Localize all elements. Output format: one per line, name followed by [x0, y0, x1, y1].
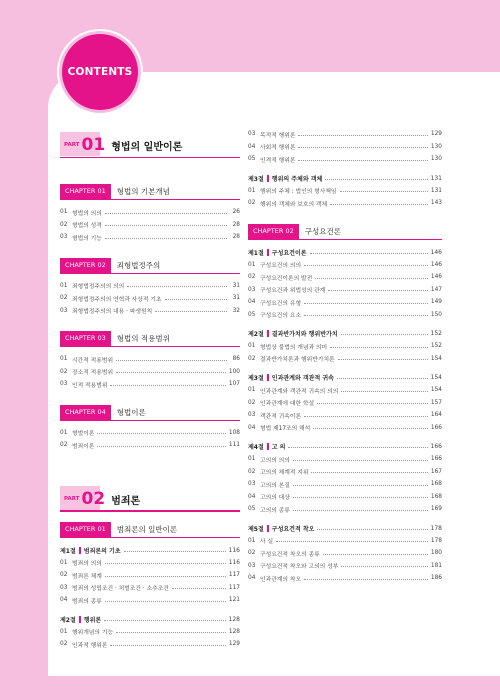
part-underline: [60, 510, 240, 512]
entry-number: 03: [60, 234, 68, 241]
entry-page: 130: [430, 156, 442, 163]
toc-entry[interactable]: [60, 305, 240, 318]
toc-entry[interactable]: [60, 582, 240, 595]
leader-dots: [105, 563, 226, 564]
section-bar: [79, 616, 81, 623]
entry-number: 02: [60, 572, 68, 579]
entry-page: 100: [228, 368, 240, 375]
chapter-tag: CHAPTER 02: [248, 224, 299, 239]
entry-title: 형벌이론: [72, 431, 95, 438]
section-bar: [267, 249, 269, 256]
chapter-block: [60, 405, 240, 452]
toc-entry[interactable]: [248, 572, 442, 585]
entry-number: 02: [60, 641, 68, 648]
toc-entry[interactable]: [248, 478, 442, 491]
toc-entry[interactable]: [248, 422, 442, 435]
section-header[interactable]: [248, 440, 442, 453]
entry-number: 03: [248, 562, 256, 569]
chapter-tag: CHAPTER 04: [60, 405, 111, 420]
leader-dots: [304, 303, 428, 304]
entry-page: 32: [232, 307, 240, 314]
part-label: PART: [64, 495, 80, 502]
toc-entry[interactable]: [60, 280, 240, 293]
entry-title: 목적적 행위론: [260, 132, 296, 139]
part-header: [60, 128, 240, 158]
part-number: 01: [81, 135, 106, 155]
entry-number: 02: [60, 221, 68, 228]
leader-dots: [330, 347, 428, 348]
entry-title: 장소적 적용범위: [72, 370, 114, 377]
entry-title: 시간적 적용범위: [72, 357, 114, 364]
toc-entry[interactable]: [248, 309, 442, 322]
leader-dots: [310, 253, 428, 254]
leader-dots: [172, 588, 226, 589]
leader-dots: [341, 391, 428, 392]
entry-number: 03: [248, 286, 256, 293]
section-label: 제3절: [248, 375, 264, 382]
entry-title: 인과적 행위론: [72, 642, 108, 649]
entry-title: 구성요건과 위법성의 관계: [260, 288, 326, 295]
entry-title: 형법의 의의: [72, 210, 102, 217]
section-page: 116: [228, 546, 240, 554]
toc-entry[interactable]: [248, 560, 442, 573]
entry-number: 05: [248, 311, 256, 318]
section-bar: [267, 443, 269, 450]
toc-entry[interactable]: [248, 453, 442, 466]
entry-number: 02: [60, 295, 68, 302]
section-page: 152: [430, 330, 442, 337]
entry-title: 범죄의 의의: [72, 561, 102, 568]
entry-page: 121: [228, 597, 240, 604]
entry-page: 146: [430, 261, 442, 268]
section-title: 범죄론의 기초: [83, 547, 121, 555]
entry-number: 01: [248, 343, 256, 350]
entry-number: 03: [60, 584, 68, 591]
entry-page: 169: [430, 506, 442, 513]
section-label: 제1절: [60, 547, 76, 555]
entry-number: 02: [248, 399, 256, 406]
toc-entry[interactable]: [248, 296, 442, 309]
leader-dots: [110, 645, 225, 646]
entry-page: 130: [430, 143, 442, 150]
entry-page: 108: [228, 429, 240, 436]
entry-page: 146: [430, 274, 442, 281]
entry-page: 129: [228, 641, 240, 648]
toc-entry[interactable]: [248, 535, 442, 548]
entry-title: 고의의 체계적 지위: [260, 470, 309, 477]
entry-page: 128: [228, 628, 240, 635]
section-title: 결과반가치와 행위반가치: [271, 331, 338, 338]
entry-number: 01: [248, 187, 256, 194]
entry-title: 죄형법정주의의 연혁과 사상적 기초: [72, 296, 162, 303]
leader-dots: [116, 372, 226, 373]
entry-title: 죄형법정주의의 내용 · 파생원칙: [72, 309, 153, 316]
entry-title: 범죄이론: [72, 443, 95, 450]
entry-number: 04: [248, 424, 256, 431]
part-underline: [60, 157, 240, 159]
leader-dots: [311, 472, 427, 473]
section-bar: [267, 374, 269, 381]
entry-number: 04: [248, 493, 256, 500]
chapter-header[interactable]: [60, 184, 240, 200]
entry-title: 형법상 불법의 개념과 의미: [260, 344, 328, 351]
section-title: 구성요건이론: [271, 249, 307, 257]
entry-page: 157: [430, 399, 442, 406]
section-bar: [267, 330, 269, 337]
entry-number: 01: [60, 282, 68, 289]
entry-page: 186: [430, 575, 442, 582]
section-header[interactable]: [248, 327, 442, 340]
entry-title: 고의의 대상: [260, 495, 290, 502]
entry-page: 143: [430, 200, 442, 207]
leader-dots: [323, 554, 428, 555]
chapter-tag: CHAPTER 03: [60, 331, 111, 346]
entry-page: 131: [430, 187, 442, 194]
entry-page: 154: [430, 387, 442, 394]
entry-number: 03: [60, 381, 68, 388]
toc-entry[interactable]: [60, 638, 240, 651]
toc-entry[interactable]: [248, 353, 442, 366]
toc-entry[interactable]: [248, 185, 442, 198]
entry-page: 26: [232, 209, 240, 216]
entry-title: 범죄의 종류: [72, 598, 102, 605]
leader-dots: [340, 191, 428, 192]
entry-page: 117: [228, 584, 240, 591]
leader-dots: [304, 315, 428, 316]
leader-dots: [293, 510, 428, 511]
leader-dots: [325, 179, 427, 180]
entry-page: 168: [430, 481, 442, 488]
leader-dots: [105, 213, 227, 214]
entry-page: 180: [430, 550, 442, 557]
leader-dots: [105, 238, 227, 239]
entry-title: 범죄의 성립조건 · 처벌조건 · 소추조건: [72, 586, 169, 593]
toc-entry[interactable]: [248, 547, 442, 560]
entry-number: 01: [60, 429, 68, 436]
chapter-header[interactable]: [248, 224, 442, 240]
toc-entry[interactable]: [60, 366, 240, 379]
left-column: [60, 128, 240, 651]
entry-page: 28: [232, 221, 240, 228]
entry-number: 03: [248, 412, 256, 419]
leader-dots: [317, 529, 427, 530]
chapter-title: 형법이론: [116, 407, 146, 417]
entry-title: 인격적 행위론: [260, 157, 296, 164]
entry-page: 154: [430, 355, 442, 362]
entry-page: 181: [430, 562, 442, 569]
entry-page: 116: [228, 559, 240, 566]
chapter-header[interactable]: [60, 331, 240, 347]
entry-title: 고의의 의의: [260, 457, 290, 464]
toc-entry[interactable]: [60, 353, 240, 366]
toc-entry[interactable]: [60, 594, 240, 607]
entry-number: 02: [60, 442, 68, 449]
toc-entry[interactable]: [248, 397, 442, 410]
leader-dots: [298, 147, 427, 148]
section-bar: [79, 547, 81, 554]
entry-title: 형법 제17조의 해석: [260, 426, 311, 433]
leader-dots: [97, 446, 226, 447]
toc-entry[interactable]: [60, 427, 240, 440]
leader-dots: [317, 403, 428, 404]
chapter-block: [60, 258, 240, 318]
entry-title: 구성요건의 요소: [260, 313, 302, 320]
section-bar: [267, 175, 269, 182]
leader-dots: [105, 225, 227, 226]
entry-page: 152: [430, 343, 442, 350]
entry-number: 03: [60, 307, 68, 314]
section-page: 166: [430, 443, 442, 450]
entry-title: 결과반가치론과 행위반가치론: [260, 357, 335, 364]
entry-title: 행위의 주체 : 법인의 형사책임: [260, 189, 337, 196]
toc-entry[interactable]: [248, 466, 442, 479]
leader-dots: [165, 299, 227, 300]
entry-number: 01: [248, 456, 256, 463]
entry-page: 168: [430, 493, 442, 500]
toc-entry[interactable]: [248, 271, 442, 284]
leader-dots: [315, 278, 428, 279]
section-label: 제1절: [248, 249, 264, 257]
entry-page: 111: [228, 442, 240, 449]
entry-page: 28: [232, 234, 240, 241]
entry-title: 인과관계에 대한 학설: [260, 401, 315, 408]
toc-entry[interactable]: [248, 384, 442, 397]
toc-entry[interactable]: [60, 626, 240, 639]
entry-number: 01: [248, 261, 256, 268]
entry-number: 02: [248, 355, 256, 362]
entry-number: 03: [248, 481, 256, 488]
chapter-header[interactable]: [60, 522, 240, 538]
part-number: 02: [81, 488, 106, 509]
contents-badge: [62, 34, 138, 110]
leader-dots: [298, 135, 427, 136]
entry-page: 147: [430, 286, 442, 293]
entry-number: 04: [248, 299, 256, 306]
chapter-header[interactable]: [60, 258, 240, 274]
entry-number: 02: [248, 200, 256, 207]
leader-dots: [304, 416, 428, 417]
leader-dots: [276, 541, 428, 542]
entry-title: 고의의 본질: [260, 482, 290, 489]
leader-dots: [293, 460, 428, 461]
section-bar: [267, 525, 269, 532]
section-label: 제4절: [248, 444, 264, 451]
toc-entry[interactable]: [248, 409, 442, 422]
leader-dots: [105, 601, 226, 602]
entry-title: 사 실: [260, 539, 274, 546]
entry-page: 149: [430, 299, 442, 306]
section-page: 154: [430, 374, 442, 381]
entry-page: 178: [430, 537, 442, 544]
entry-number: 03: [248, 131, 256, 138]
contents-label: CONTENTS: [67, 66, 133, 78]
entry-title: 인적 적용범위: [72, 382, 108, 389]
entry-title: 인과관계와 객관적 귀속의 의의: [260, 388, 339, 395]
entry-number: 04: [60, 597, 68, 604]
toc-entry[interactable]: [60, 557, 240, 570]
section-page: 178: [430, 524, 442, 532]
entry-number: 01: [60, 356, 68, 363]
entry-number: 01: [248, 537, 256, 544]
toc-entry[interactable]: [60, 569, 240, 582]
entry-page: 31: [232, 282, 240, 289]
leader-dots: [330, 204, 428, 205]
leader-dots: [304, 265, 428, 266]
toc-entry[interactable]: [248, 128, 442, 141]
chapter-title: 형법의 기본개념: [116, 187, 170, 196]
entry-number: 05: [248, 156, 256, 163]
entry-title: 형법의 성격: [72, 223, 102, 230]
part-title: 범죄론: [111, 495, 141, 507]
leader-dots: [116, 360, 227, 361]
leader-dots: [304, 579, 428, 580]
entry-title: 구성요건의 의의: [260, 263, 302, 270]
entry-page: 31: [232, 295, 240, 302]
chapter-title: 죄형법정주의: [116, 260, 161, 270]
leader-dots: [341, 334, 428, 335]
entry-title: 죄형법정주의의 의의: [72, 284, 125, 291]
part-label: PART: [64, 142, 80, 148]
entry-title: 인과관계의 착오: [260, 576, 302, 583]
entry-title: 고의의 종류: [260, 507, 290, 514]
toc-entry[interactable]: [60, 439, 240, 452]
entry-title: 구성요건의 유형: [260, 300, 302, 307]
leader-dots: [293, 485, 428, 486]
section-title: 구성요건적 착오: [271, 525, 315, 533]
section-header[interactable]: [248, 172, 442, 185]
leader-dots: [341, 566, 428, 567]
entry-number: 01: [248, 387, 256, 394]
right-column: [248, 128, 442, 585]
toc-entry[interactable]: [248, 340, 442, 353]
entry-page: 164: [430, 412, 442, 419]
leader-dots: [313, 428, 428, 429]
chapter-block: [60, 331, 240, 391]
toc-entry[interactable]: [248, 491, 442, 504]
entry-title: 구성요건적 착오의 종류: [260, 551, 320, 558]
toc-entry[interactable]: [248, 284, 442, 297]
leader-dots: [293, 497, 428, 498]
entry-page: 129: [430, 131, 442, 138]
chapter-title: 범죄론의 일반이론: [116, 524, 178, 534]
chapter-header[interactable]: [60, 405, 240, 421]
entry-number: 02: [248, 550, 256, 557]
chapter-block: [60, 184, 240, 244]
section-title: 행위의 주체와 객체: [271, 175, 323, 183]
leader-dots: [337, 378, 428, 379]
leader-dots: [97, 433, 226, 434]
section-label: 제5절: [248, 525, 264, 533]
toc-entry[interactable]: [60, 378, 240, 391]
entry-page: 150: [430, 311, 442, 318]
leader-dots: [338, 359, 428, 360]
entry-number: 02: [248, 468, 256, 475]
entry-number: 01: [60, 559, 68, 566]
section-label: 제3절: [248, 175, 264, 183]
leader-dots: [110, 385, 225, 386]
chapter-tag: CHAPTER 01: [60, 522, 111, 537]
section-label: 제2절: [60, 616, 76, 624]
leader-dots: [298, 160, 427, 161]
entry-number: 01: [60, 209, 68, 216]
section-label: 제2절: [248, 331, 264, 338]
toc-entry[interactable]: [60, 231, 240, 244]
chapter-title: 형법의 적용범위: [116, 334, 170, 343]
entry-page: 166: [430, 424, 442, 431]
leader-dots: [116, 632, 226, 633]
section-title: 고 의: [271, 444, 286, 451]
entry-page: 167: [430, 468, 442, 475]
entry-title: 행위의 객체와 보호의 객체: [260, 201, 328, 208]
toc-entry[interactable]: [248, 197, 442, 210]
entry-number: 01: [60, 628, 68, 635]
entry-page: 107: [228, 381, 240, 388]
entry-title: 구성요건이론의 발전: [260, 275, 313, 282]
toc-entry[interactable]: [248, 503, 442, 516]
entry-title: 범죄론 체계: [72, 573, 102, 580]
leader-dots: [328, 290, 428, 291]
leader-dots: [124, 551, 226, 552]
entry-page: 86: [232, 356, 240, 363]
toc-entry[interactable]: [248, 259, 442, 272]
leader-dots: [105, 576, 226, 577]
leader-dots: [155, 311, 227, 312]
entry-title: 구성요건적 착오와 고의의 성부: [260, 564, 339, 571]
toc-entry[interactable]: [60, 292, 240, 305]
section-header[interactable]: [248, 371, 442, 384]
section-title: 인과관계와 객관적 귀속: [271, 375, 334, 382]
chapter-tag: CHAPTER 01: [60, 184, 111, 199]
chapter-title: 구성요건론: [304, 226, 341, 236]
entry-number: 02: [60, 368, 68, 375]
entry-title: 행위개념의 기능: [72, 630, 114, 637]
entry-number: 04: [248, 575, 256, 582]
entry-title: 형법의 기능: [72, 235, 102, 242]
part-header: [60, 482, 240, 512]
entry-number: 04: [248, 143, 256, 150]
section-page: 146: [430, 248, 442, 256]
entry-number: 02: [248, 274, 256, 281]
toc-entry[interactable]: [60, 206, 240, 219]
section-header[interactable]: [60, 544, 240, 557]
entry-title: 사회적 행위론: [260, 145, 296, 152]
section-page: 131: [430, 174, 442, 182]
entry-title: 객관적 귀속이론: [260, 413, 302, 420]
part-title: 형법의 일반이론: [111, 142, 183, 153]
chapter-tag: CHAPTER 02: [60, 258, 111, 273]
section-title: 행위론: [83, 616, 102, 624]
entry-page: 117: [228, 572, 240, 579]
leader-dots: [104, 620, 225, 621]
section-page: 128: [228, 615, 240, 623]
leader-dots: [127, 286, 227, 287]
toc-entry[interactable]: [248, 141, 442, 154]
section-header[interactable]: [248, 246, 442, 259]
toc-entry[interactable]: [60, 219, 240, 232]
leader-dots: [288, 447, 427, 448]
entry-number: 05: [248, 506, 256, 513]
toc-entry[interactable]: [248, 153, 442, 166]
section-header[interactable]: [248, 522, 442, 535]
entry-page: 166: [430, 456, 442, 463]
section-header[interactable]: [60, 613, 240, 626]
